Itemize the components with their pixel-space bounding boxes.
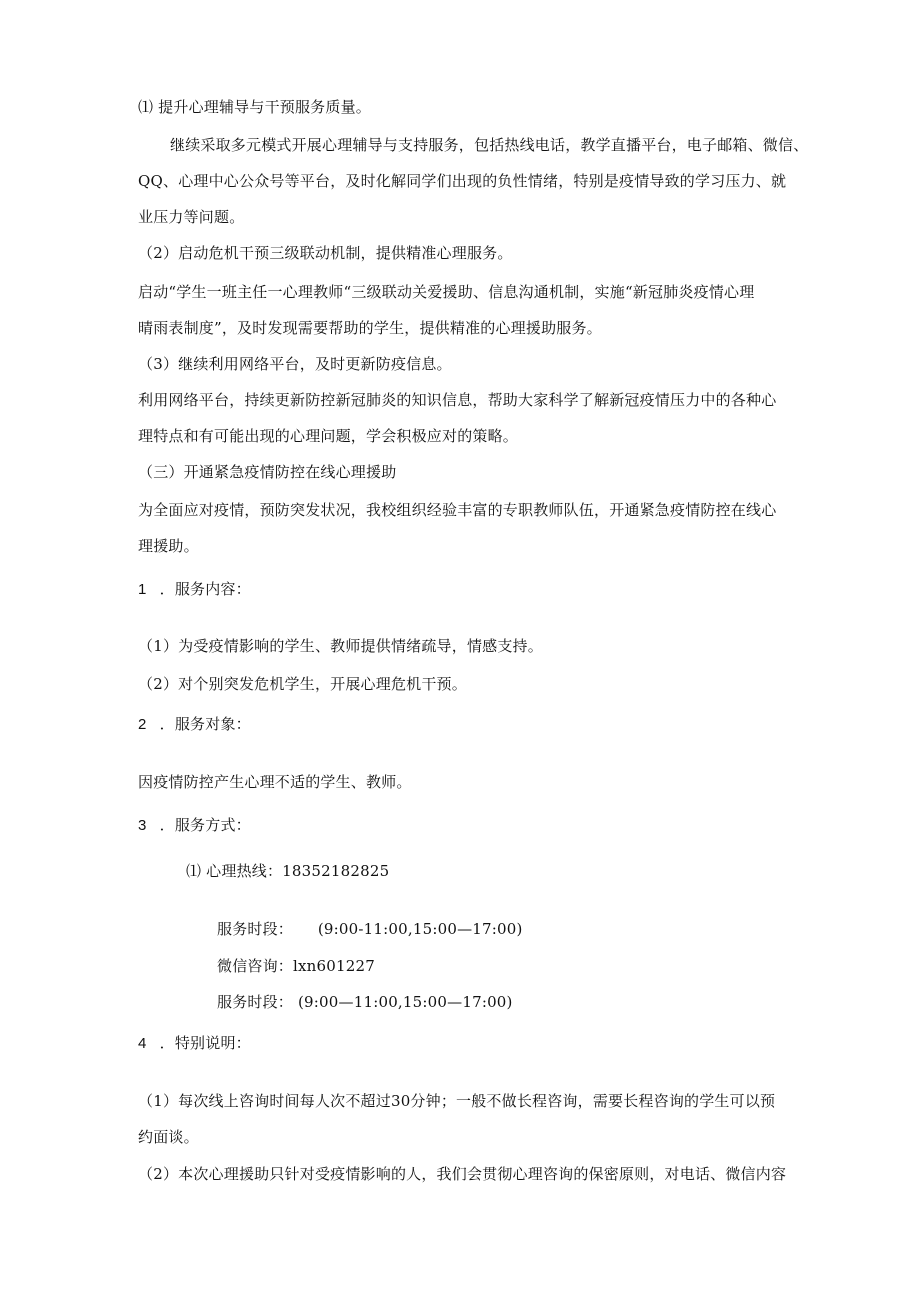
- paragraph-1-line-1: 继续采取多元模式开展心理辅导与支持服务，包括热线电话，教学直播平台，电子邮箱、微信、: [170, 136, 809, 154]
- service-content-item-1: （1）为受疫情影响的学生、教师提供情绪疏导，情感支持。: [138, 637, 543, 655]
- paragraph-3-line-2: 理特点和有可能出现的心理问题，学会积极应对的策略。: [138, 427, 519, 445]
- paragraph-1-line-3: 业压力等问题。: [138, 208, 245, 226]
- paragraph-3-line-1: 利用网络平台，持续更新防控新冠肺炎的知识信息，帮助大家科学了解新冠疫情压力中的各种心: [138, 391, 777, 409]
- special-note-1-line-2: 约面谈。: [138, 1128, 199, 1146]
- wechat-line: 微信咨询：lxn601227: [217, 957, 375, 975]
- special-note-1-line-1: （1）每次线上咨询时间每人次不超过30分钟；一般不做长程咨询，需要长程咨询的学生可以预: [138, 1092, 776, 1110]
- special-notes-heading: 4 ．特别说明：: [138, 1035, 251, 1052]
- hotline-hours: 服务时段： (9:00-11:00,15:00—17:00): [217, 920, 523, 938]
- wechat-hours: 服务时段： (9:00—11:00,15:00—17:00): [217, 993, 513, 1011]
- special-note-2-line-1: （2）本次心理援助只针对受疫情影响的人，我们会贯彻心理咨询的保密原则，对电话、微信内容: [138, 1165, 787, 1183]
- service-content-item-2: （2）对个别突发危机学生，开展心理危机干预。: [138, 675, 467, 693]
- service-target-text: 因疫情防控产生心理不适的学生、教师。: [138, 773, 412, 791]
- item-2-heading: （2）启动危机干预三级联动机制，提供精准心理服务。: [138, 244, 513, 262]
- service-target-heading: 2 ．服务对象：: [138, 716, 251, 733]
- section-3-intro-line-1: 为全面应对疫情，预防突发状况，我校组织经验丰富的专职教师队伍，开通紧急疫情防控在线心: [138, 501, 777, 519]
- paragraph-2-line-2: 晴雨表制度”，及时发现需要帮助的学生，提供精准的心理援助服务。: [138, 319, 602, 337]
- paragraph-1-line-2: QQ、心理中心公众号等平台，及时化解同学们出现的负性情绪，特别是疫情导致的学习压力、就: [138, 172, 787, 190]
- service-content-heading: 1 ．服务内容：: [138, 581, 251, 598]
- service-method-heading: 3 ．服务方式：: [138, 817, 251, 834]
- paragraph-2-line-1: 启动“学生一班主任一心理教师“三级联动关爱援助、信息沟通机制，实施“新冠肺炎疫情心理: [138, 283, 755, 301]
- item-1-heading: ⑴ 提升心理辅导与干预服务质量。: [138, 98, 371, 116]
- section-3-intro-line-2: 理援助。: [138, 537, 199, 555]
- item-3-heading: （3）继续利用网络平台，及时更新防疫信息。: [138, 355, 452, 373]
- hotline-line: ⑴ 心理热线：18352182825: [186, 862, 390, 880]
- section-3-heading: （三）开通紧急疫情防控在线心理援助: [138, 463, 397, 481]
